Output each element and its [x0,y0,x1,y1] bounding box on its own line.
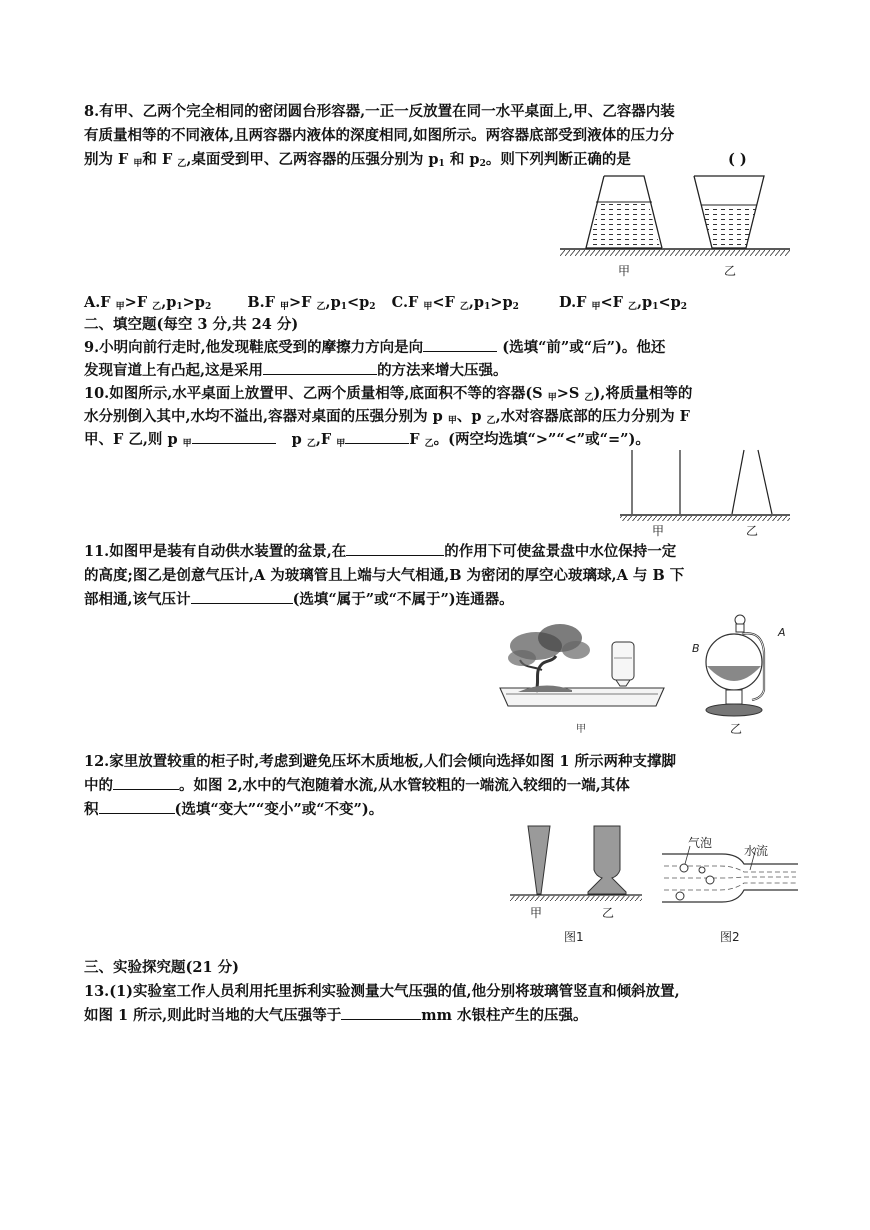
q10-line1: 10.如图所示,水平桌面上放置甲、乙两个质量相等,底面积不等的容器(S $_甲$>S $_乙$),将质量相等的 [84,385,693,403]
q13-line1: 13.(1)实验室工作人员利用托里拆利实验测量大气压强的值,他分别将玻璃管竖直和倾斜放置, [84,983,680,1000]
q10-figure [620,446,790,538]
q12-fig-label-bubble: 气泡 [688,836,713,850]
q8-fig-label-yi: 乙 [724,264,737,278]
q10-fig-label-yi: 乙 [746,524,759,538]
q8-figure [560,172,790,282]
q8-fig-label-jia: 甲 [618,264,631,278]
q11-fig-label-a: A [778,626,786,639]
q12-fig-label-jia: 甲 [530,906,543,920]
q8-number: 8. [84,103,100,120]
q11-fig-label-jia: 甲 [576,724,586,735]
q8-sub-2: 2 [479,159,486,169]
q10-blank-2[interactable] [345,429,409,444]
q8-line2: 有质量相等的不同液体,且两容器内液体的深度相同,如图所示。两容器底部受到液体的压力分 [84,127,675,144]
q12-line2: 中的 。如图 2,水中的气泡随着水流,从水管较粗的一端流入较细的一端,其体 [84,777,630,794]
q12-blank-1[interactable] [113,775,179,790]
q11-figure-bonsai [496,610,668,734]
q9-t2a: 发现盲道上有凸起,这是采用 [84,362,264,379]
section-3-heading: 三、实验探究题(21 分) [84,959,239,976]
q9-blank-1[interactable] [423,337,497,352]
q8-option-c: C.F $_甲$<F $_乙,p_1>p_2$ [391,294,519,312]
q12-fig-label-fig2: 图2 [720,930,740,944]
q8-t3b: 和 F [142,151,178,168]
q9-line2 [84,359,788,382]
q11-line1: 11.如图甲是装有自动供水装置的盆景,在 的作用下可使盆景盘中水位保持一定 [84,543,677,560]
q8-sub-jia: 甲 [133,159,143,169]
q8-t3e: 。则下列判断正确的是 [485,151,631,168]
q13-blank-1[interactable] [341,1005,421,1020]
q8-t3c: ,桌面受到甲、乙两容器的压强分别为 p [186,151,439,168]
q11-fig-label-b: B [692,642,700,655]
q8-t3a: 别为 F [84,151,134,168]
q12-fig-label-yi: 乙 [602,906,615,920]
q9-t2b: 的方法来增大压强。 [377,362,508,379]
q10-line3: 甲、F 乙,则 p $_甲$ p $_乙$,F $_甲$ F $_乙$。(两空均选填“>”“<”或“=”)。 [84,431,650,449]
q12-blank-2[interactable] [99,799,175,814]
q8-option-d: D.F $_甲$<F $_乙,p_1<p_2$ [559,294,688,312]
q12-figure-1 [506,822,646,944]
q9-blank-2[interactable] [263,360,377,375]
q8-text-1: 有甲、乙两个完全相同的密闭圆台形容器,一正一反放置在同一水平桌面上,甲、乙容器内装 [99,103,675,120]
q11-blank-1[interactable] [346,541,444,556]
q11-fig-label-yi: 乙 [730,722,743,736]
q10-blank-1[interactable] [192,429,276,444]
q8-sub-1: 1 [438,159,445,169]
q12-fig-label-flow: 水流 [744,844,769,858]
q11-line3: 部相通,该气压计 (选填“属于”或“不属于”)连通器。 [84,591,514,608]
section-2-heading: 二、填空题(每空 3 分,共 24 分) [84,316,299,333]
q8-t3d: 和 p [444,151,480,168]
q10-fig-label-jia: 甲 [652,524,665,538]
q11-line2: 的高度;图乙是创意气压计,A 为玻璃管且上端与大气相通,B 为密闭的厚空心玻璃球,A 与 B 下 [84,567,685,584]
q11-blank-2[interactable] [191,589,293,604]
q13-line2: 如图 1 所示,则此时当地的大气压强等于 mm 水银柱产生的压强。 [84,1007,588,1024]
q8-option-a: A.F $_甲$>F $_乙,p_1>p_2$ [84,294,212,312]
q8-line1 [84,100,788,123]
q10-line2: 水分别倒入其中,水均不溢出,容器对桌面的压强分别为 p $_甲$、p $_乙$,水对容器底部的压力分别为 F [84,408,690,426]
q9-t1b: (选填“前”或“后”)。他还 [497,339,666,356]
q9-line1 [84,336,788,359]
q12-line3: 积 (选填“变大”“变小”或“不变”)。 [84,801,384,818]
q12-figure-2 [660,830,800,944]
q8-answer-paren: ( ) [728,151,747,168]
q11-figure-barometer [690,612,790,738]
q8-option-b: B.F $_甲$>F $_乙,p_1<p_2$ [247,294,376,312]
q8-sub-yi: 乙 [177,159,187,169]
q12-line1: 12.家里放置较重的柜子时,考虑到避免压坏木质地板,人们会倾向选择如图 1 所示两种支撑脚 [84,753,677,770]
q12-fig-label-fig1: 图1 [564,930,584,944]
q9-t1a: 9.小明向前行走时,他发现鞋底受到的摩擦力方向是向 [84,339,424,356]
